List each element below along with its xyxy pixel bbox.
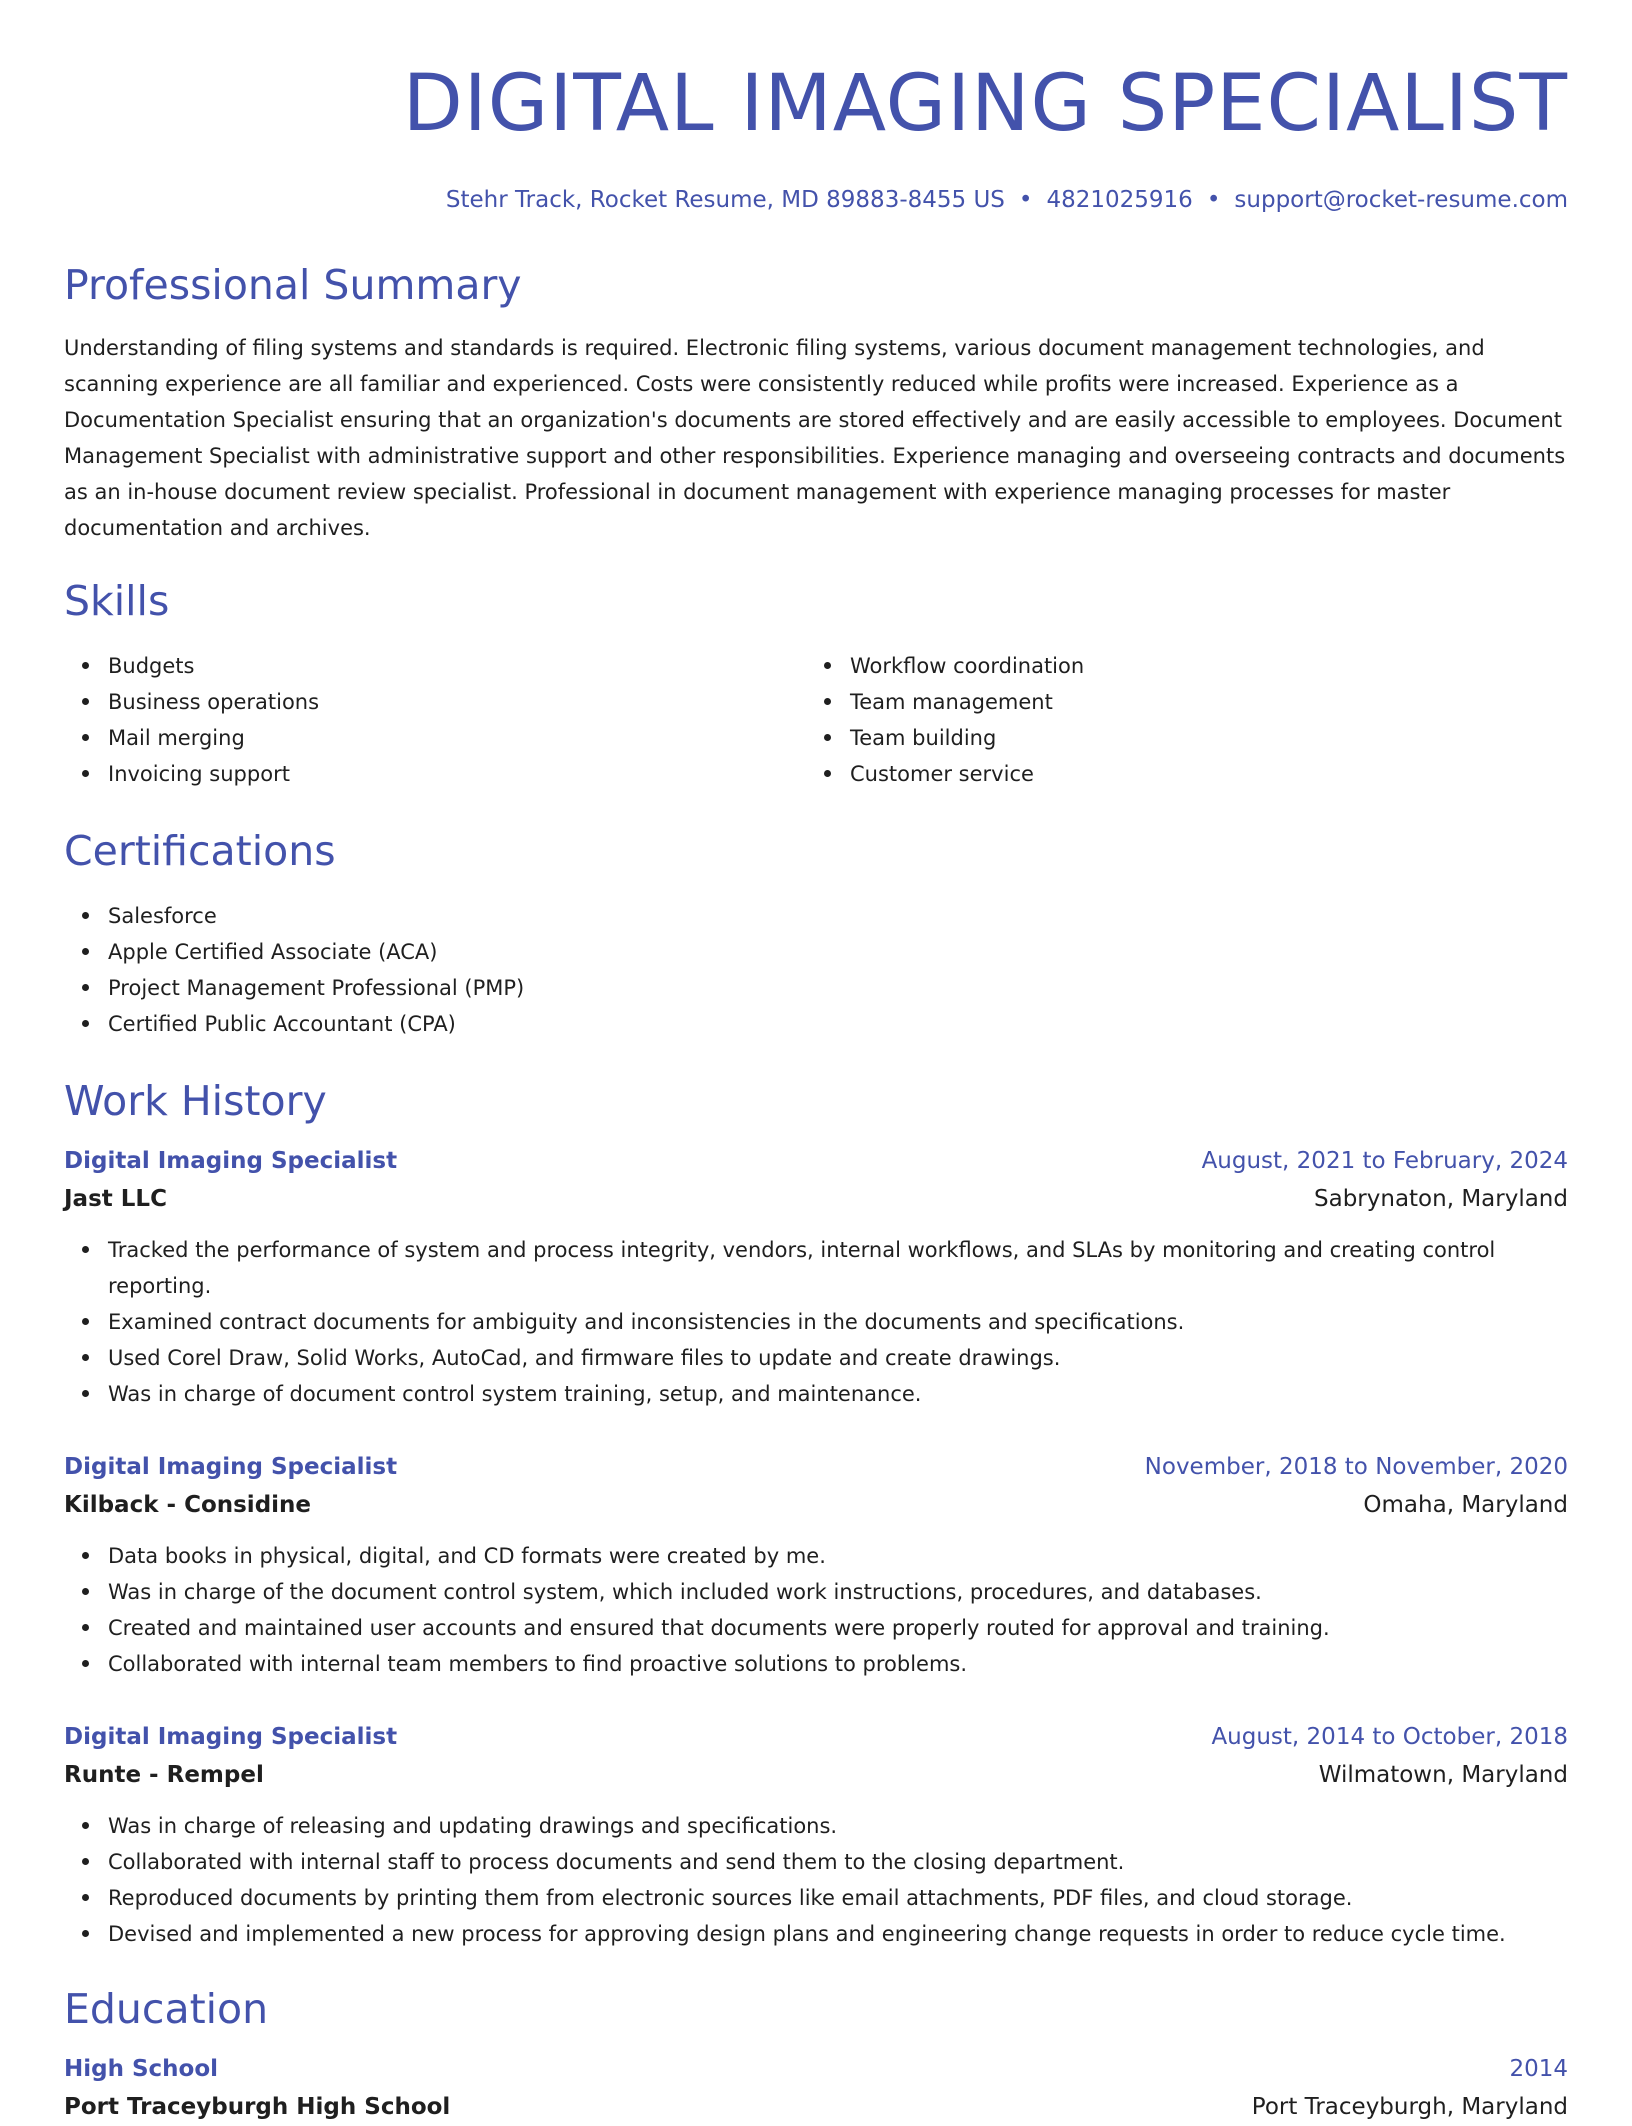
resume-header — [64, 56, 1568, 214]
job-title-row — [64, 1718, 1568, 1756]
job-company: Kilback - Considine — [64, 1492, 312, 1518]
job-entry — [64, 1142, 1568, 1412]
job-company: Runte - Rempel — [64, 1762, 264, 1788]
job-bullet: Was in charge of the document control system, which included work instructions, procedures, and databases. — [108, 1574, 1568, 1610]
job-company: Jast LLC — [64, 1186, 167, 1212]
job-bullet: Was in charge of releasing and updating drawings and specifications. — [108, 1808, 1568, 1844]
job-location: Omaha, Maryland — [1363, 1492, 1568, 1518]
skill-item: Business operations — [108, 684, 806, 720]
certification-item: Project Management Professional (PMP) — [108, 970, 1568, 1006]
job-dates: August, 2014 to October, 2018 — [1211, 1724, 1568, 1750]
education-entry — [64, 2050, 1568, 2126]
job-location: Sabrynaton, Maryland — [1314, 1186, 1568, 1212]
education-year: 2014 — [1509, 2056, 1568, 2082]
job-location: Wilmatown, Maryland — [1318, 1762, 1568, 1788]
certification-item: Salesforce — [108, 898, 1568, 934]
candidate-name: DIGITAL IMAGING SPECIALIST — [402, 59, 1568, 149]
work-history-heading: Work History — [64, 1077, 327, 1125]
skills-column-right — [806, 648, 1548, 792]
skill-item: Customer service — [850, 756, 1548, 792]
job-entry — [64, 1718, 1568, 1952]
skills-grid — [64, 648, 1568, 792]
job-bullet: Devised and implemented a new process for approving design plans and engineering change requests in order to reduce cycle time. — [108, 1916, 1568, 1952]
education-location: Port Traceyburgh, Maryland — [1251, 2094, 1568, 2120]
job-title: Digital Imaging Specialist — [64, 1454, 398, 1480]
education-degree: High School — [64, 2056, 219, 2082]
contact-separator: • — [1018, 187, 1033, 213]
skill-item: Workflow coordination — [850, 648, 1548, 684]
job-bullets — [64, 1232, 1568, 1412]
job-title: Digital Imaging Specialist — [64, 1724, 398, 1750]
certifications-list — [64, 898, 1568, 1042]
job-bullet: Tracked the performance of system and process integrity, vendors, internal workflows, and SLAs by monitoring and creating control reporting. — [108, 1232, 1568, 1304]
job-company-row — [64, 1180, 1568, 1218]
job-bullet: Collaborated with internal team members to find proactive solutions to problems. — [108, 1646, 1568, 1682]
job-company-row — [64, 1486, 1568, 1524]
job-title-row — [64, 1448, 1568, 1486]
contact-address: Stehr Track, Rocket Resume, MD 89883-8455 US — [445, 187, 1005, 213]
job-dates: August, 2021 to February, 2024 — [1201, 1148, 1568, 1174]
contact-separator: • — [1206, 187, 1221, 213]
job-dates: November, 2018 to November, 2020 — [1144, 1454, 1568, 1480]
job-title-row — [64, 1142, 1568, 1180]
skill-item: Mail merging — [108, 720, 806, 756]
skills-list-right — [806, 648, 1548, 792]
contact-phone: 4821025916 — [1046, 187, 1193, 213]
skill-item: Invoicing support — [108, 756, 806, 792]
job-title: Digital Imaging Specialist — [64, 1148, 398, 1174]
education-school-row — [64, 2088, 1568, 2126]
summary-heading: Professional Summary — [64, 261, 522, 309]
education-heading: Education — [64, 1985, 269, 2033]
job-bullet: Data books in physical, digital, and CD formats were created by me. — [108, 1538, 1568, 1574]
skill-item: Team building — [850, 720, 1548, 756]
skill-item: Team management — [850, 684, 1548, 720]
job-bullets — [64, 1538, 1568, 1682]
skills-column-left — [64, 648, 806, 792]
job-bullet: Examined contract documents for ambiguity and inconsistencies in the documents and specifications. — [108, 1304, 1568, 1340]
skills-heading: Skills — [64, 577, 170, 625]
skill-item: Budgets — [108, 648, 806, 684]
job-bullet: Used Corel Draw, Solid Works, AutoCad, and firmware files to update and create drawings. — [108, 1340, 1568, 1376]
skills-list-left — [64, 648, 806, 792]
education-degree-row — [64, 2050, 1568, 2088]
summary-text: Understanding of filing systems and standards is required. Electronic filing systems, various document management technologies, and scanning experience are all familiar and experienced. Costs were consistently reduced while profits were increased. Experience as a Documentation Specialist ensuring that an organization's documents are stored effectively and are easily accessible to employees. Document Management Specialist with administrative support and other responsibilities. Experience managing and overseeing contracts and documents as an in-house document review specialist. Professional in document management with experience managing processes for master documentation and archives. — [64, 336, 1566, 540]
job-bullet: Reproduced documents by printing them from electronic sources like email attachments, PDF files, and cloud storage. — [108, 1880, 1568, 1916]
contact-line — [64, 186, 1568, 214]
job-company-row — [64, 1756, 1568, 1794]
certification-item: Certified Public Accountant (CPA) — [108, 1006, 1568, 1042]
job-entry — [64, 1448, 1568, 1682]
job-bullet: Was in charge of document control system training, setup, and maintenance. — [108, 1376, 1568, 1412]
job-bullet: Created and maintained user accounts and ensured that documents were properly routed for approval and training. — [108, 1610, 1568, 1646]
certifications-heading: Certifications — [64, 827, 336, 875]
job-bullet: Collaborated with internal staff to process documents and send them to the closing department. — [108, 1844, 1568, 1880]
certification-item: Apple Certified Associate (ACA) — [108, 934, 1568, 970]
contact-email[interactable]: support@rocket-resume.com — [1234, 187, 1568, 213]
education-school: Port Traceyburgh High School — [64, 2094, 451, 2120]
job-bullets — [64, 1808, 1568, 1952]
